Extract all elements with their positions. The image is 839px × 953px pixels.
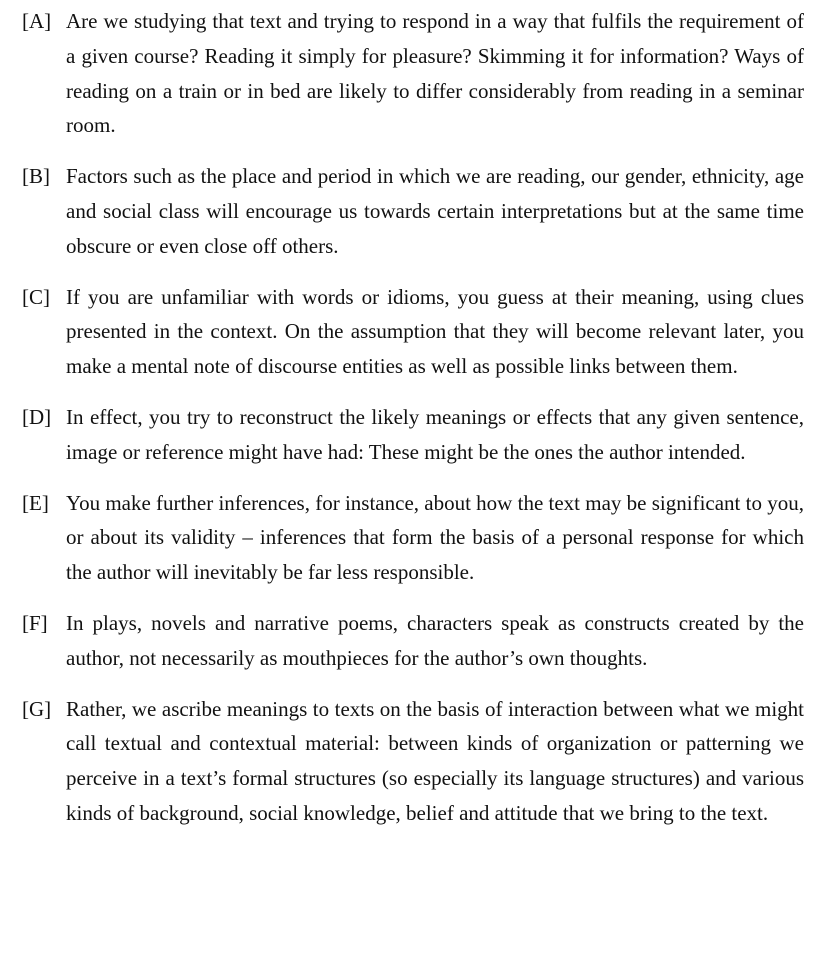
paragraph-text: Factors such as the place and period in which we are reading, our gender, ethnicity, age and social class will encourage us towards certain interpretations but at the same time obscure or even close off others. bbox=[66, 164, 804, 258]
paragraph-e bbox=[22, 486, 804, 590]
paragraph-text: Rather, we ascribe meanings to texts on the basis of interaction between what we might call textual and contextual material: between kinds of organization or patterning we perceive in a text’s formal structures (so especially its language structures) and various kinds of background, social knowledge, belief and attitude that we bring to the text. bbox=[66, 696, 804, 825]
paragraph-f bbox=[22, 606, 804, 676]
paragraph-b bbox=[22, 159, 804, 263]
paragraph-label: [B] bbox=[22, 164, 50, 189]
paragraph-label: [A] bbox=[22, 9, 52, 33]
paragraph-text: In plays, novels and narrative poems, characters speak as constructs created by the author, not necessarily as mouthpieces for the author’s own thoughts. bbox=[66, 610, 804, 670]
paragraph-label: [G] bbox=[22, 696, 52, 721]
document-page bbox=[22, 4, 804, 847]
paragraph-text: Are we studying that text and trying to respond in a way that fulfils the requirement of a given course? Reading it simply for pleasure? Skimming it for information? Ways of reading on a train or in bed are likely to differ considerably from reading in a seminar room. bbox=[66, 9, 804, 138]
paragraph-g bbox=[22, 692, 804, 831]
paragraph-text: You make further inferences, for instance, about how the text may be significant to you, or about its validity – inferences that form the basis of a personal response for which the author will inevitably be far less responsible. bbox=[66, 490, 804, 585]
paragraph-d bbox=[22, 400, 804, 470]
paragraph-label: [F] bbox=[22, 610, 48, 635]
paragraph-label: [D] bbox=[22, 404, 52, 429]
paragraph-label: [C] bbox=[22, 284, 50, 309]
paragraph-a bbox=[22, 4, 804, 143]
paragraph-text: If you are unfamiliar with words or idioms, you guess at their meaning, using clues presented in the context. On the assumption that they will become relevant later, you make a mental note of discourse entities as well as possible links between them. bbox=[66, 284, 804, 379]
paragraph-text: In effect, you try to reconstruct the likely meanings or effects that any given sentence, image or reference might have had: These might be the ones the author intended. bbox=[66, 404, 804, 464]
paragraph-label: [E] bbox=[22, 490, 49, 515]
paragraph-c bbox=[22, 280, 804, 384]
